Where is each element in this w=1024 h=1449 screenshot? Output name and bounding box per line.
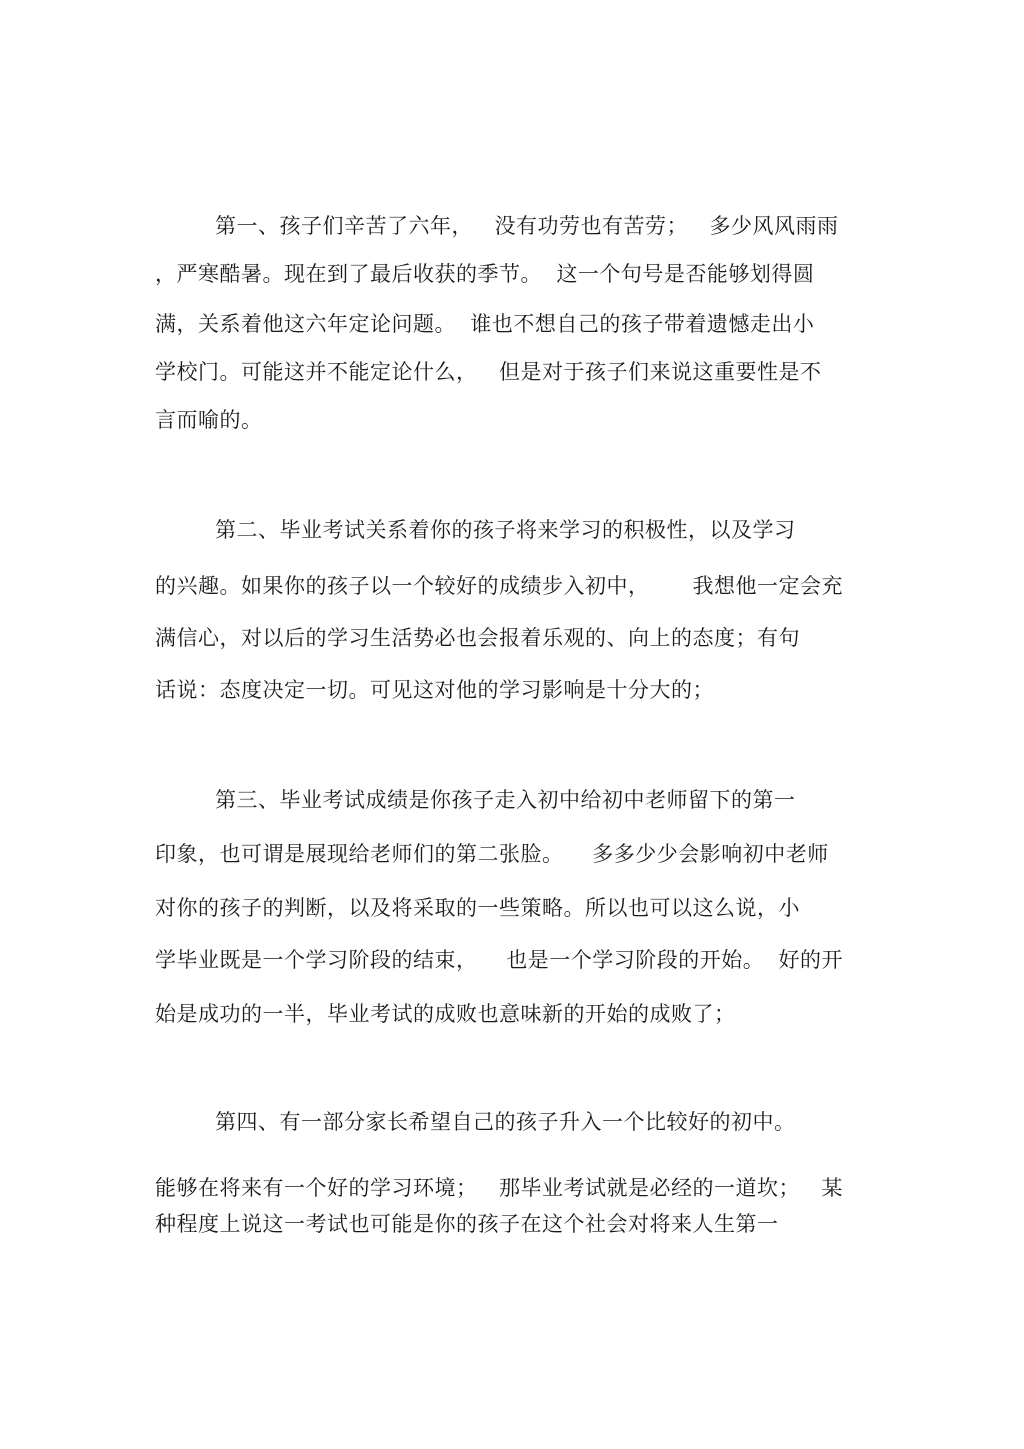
- paragraph-line: 第四、有一部分家长希望自己的孩子升入一个比较好的初中。: [215, 1110, 796, 1134]
- paragraph-line: ，严寒酷暑。现在到了最后收获的季节。 这一个句号是否能够划得圆: [155, 262, 815, 286]
- paragraph-line: 满信心，对以后的学习生活势必也会报着乐观的、向上的态度；有句: [155, 626, 800, 650]
- paragraph-line: 种程度上说这一考试也可能是你的孩子在这个社会对将来人生第一: [155, 1212, 779, 1236]
- paragraph-line: 第三、毕业考试成绩是你孩子走入初中给初中老师留下的第一: [215, 788, 796, 812]
- paragraph-line: 能够在将来有一个好的学习环境； 那毕业考试就是必经的一道坎； 某: [155, 1176, 844, 1200]
- paragraph-line: 言而喻的。: [155, 408, 263, 432]
- paragraph-line: 对你的孩子的判断，以及将采取的一些策略。所以也可以这么说，小: [155, 896, 800, 920]
- paragraph-line: 始是成功的一半，毕业考试的成败也意味新的开始的成败了；: [155, 1002, 736, 1026]
- paragraph-line: 第二、毕业考试关系着你的孩子将来学习的积极性，以及学习: [215, 518, 796, 542]
- paragraph-line: 的兴趣。如果你的孩子以一个较好的成绩步入初中， 我想他一定会充: [155, 574, 844, 598]
- paragraph-line: 第一、孩子们辛苦了六年， 没有功劳也有苦劳； 多少风风雨雨: [215, 214, 839, 238]
- paragraph-line: 学毕业既是一个学习阶段的结束， 也是一个学习阶段的开始。 好的开: [155, 948, 844, 972]
- paragraph-line: 学校门。可能这并不能定论什么， 但是对于孩子们来说这重要性是不: [155, 360, 822, 384]
- paragraph-line: 满，关系着他这六年定论问题。 谁也不想自己的孩子带着遗憾走出小: [155, 312, 815, 336]
- paragraph-line: 话说：态度决定一切。可见这对他的学习影响是十分大的；: [155, 678, 714, 702]
- paragraph-line: 印象，也可谓是展现给老师们的第二张脸。 多多少少会影响初中老师: [155, 842, 829, 866]
